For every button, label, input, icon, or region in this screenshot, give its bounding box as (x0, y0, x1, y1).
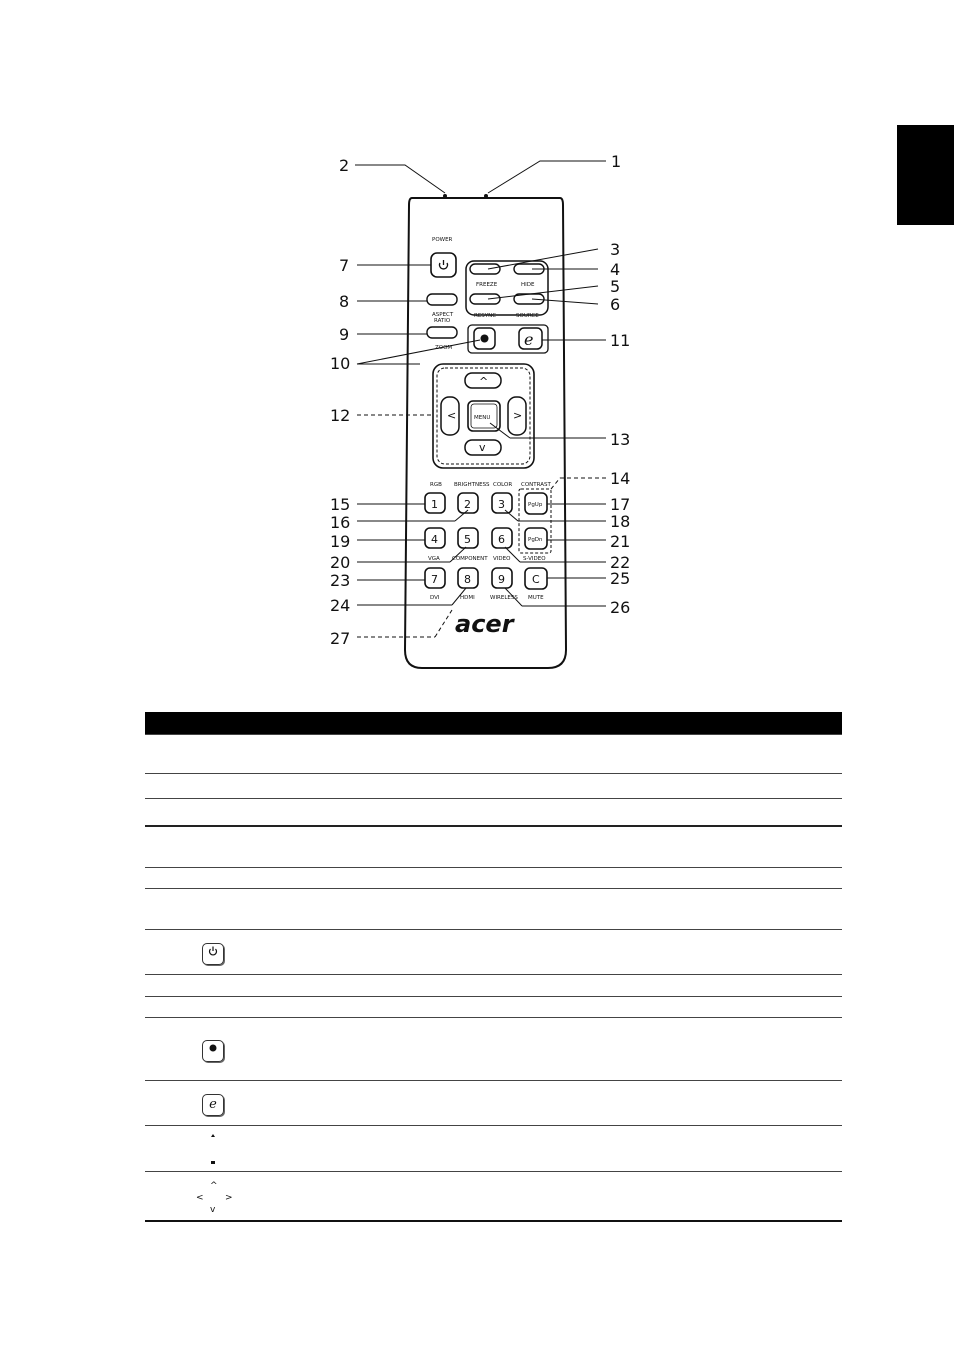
key-4: 4 (431, 533, 438, 546)
callout-25: 25 (610, 569, 631, 588)
table-cell (239, 1126, 370, 1172)
callout-27: 27 (330, 629, 351, 648)
color-label: COLOR (493, 482, 513, 488)
table-cell (370, 1081, 842, 1126)
table-cell (239, 868, 370, 889)
table-cell (239, 1172, 370, 1222)
four-direction-icon (193, 1179, 233, 1218)
pgdn-label: PgDn (528, 537, 543, 543)
power-icon (202, 943, 224, 965)
svg-text:v: v (210, 1204, 216, 1215)
hide-label: HIDE (521, 282, 535, 288)
table-cell (239, 975, 370, 997)
callout-8: 8 (339, 292, 350, 311)
callout-19: 19 (330, 532, 351, 551)
callout-3: 3 (610, 240, 621, 259)
table-cell (239, 1018, 370, 1081)
zoom-label: ZOOM (435, 345, 453, 351)
svg-text:<: < (196, 1192, 204, 1203)
callout-4: 4 (610, 260, 621, 279)
table-cell (370, 975, 842, 997)
brightness-label: BRIGHTNESS (454, 482, 490, 488)
table-cell (145, 868, 187, 889)
table-row (145, 1126, 842, 1172)
callout-7: 7 (339, 256, 350, 275)
header-cell (145, 712, 187, 735)
callout-2: 2 (339, 156, 350, 175)
callout-22: 22 (610, 553, 631, 572)
resync-label: RESYNC (474, 313, 497, 319)
table-row (145, 1018, 842, 1081)
header-cell (187, 712, 239, 735)
empowering-icon: e (202, 1094, 224, 1116)
table-cell (145, 1018, 187, 1081)
key-6: 6 (498, 533, 505, 546)
svg-text:^: ^ (210, 1180, 218, 1191)
svg-text:<: < (447, 409, 457, 422)
table-cell (370, 1126, 842, 1172)
table-cell (187, 774, 239, 799)
table-cell (145, 975, 187, 997)
key-9: 9 (498, 573, 505, 586)
svg-text:>: > (513, 409, 523, 422)
table-cell (145, 997, 187, 1018)
key-5: 5 (464, 533, 471, 546)
table-cell (187, 1172, 239, 1222)
video-label: VIDEO (493, 556, 511, 562)
source-label: SOURCE (516, 313, 539, 319)
callout-17: 17 (610, 495, 631, 514)
svg-text:v: v (479, 441, 486, 454)
table-row (145, 1172, 842, 1222)
table-cell (145, 930, 187, 975)
freeze-label: FREEZE (476, 282, 498, 288)
callout-12: 12 (330, 406, 351, 425)
component-label: COMPONENT (452, 556, 488, 562)
callout-21: 21 (610, 532, 631, 551)
keystone-icon (193, 1131, 233, 1170)
table-cell (370, 774, 842, 799)
key-7: 7 (431, 573, 438, 586)
table-cell (145, 735, 187, 774)
table-cell (145, 1126, 187, 1172)
table-cell (187, 735, 239, 774)
callout-20: 20 (330, 553, 351, 572)
callout-16: 16 (330, 513, 351, 532)
power-label: POWER (432, 237, 453, 243)
ratio-label: RATIO (434, 318, 451, 324)
table-cell (187, 997, 239, 1018)
table-cell (187, 1018, 239, 1081)
table-row (145, 930, 842, 975)
table-row (145, 774, 842, 799)
table-row (145, 975, 842, 997)
table-cell (370, 735, 842, 774)
header-cell (370, 712, 842, 735)
callout-5: 5 (610, 277, 621, 296)
table-cell (145, 889, 187, 930)
callout-9: 9 (339, 325, 350, 344)
key-c: C (532, 573, 540, 586)
table-cell (239, 1081, 370, 1126)
table-cell (187, 889, 239, 930)
aspect-label: ASPECT (432, 312, 454, 318)
callout-18: 18 (610, 512, 631, 531)
table-cell (145, 1081, 187, 1126)
table-cell (370, 799, 842, 827)
table-cell (187, 826, 239, 868)
table-cell (370, 1172, 842, 1222)
laser-icon (481, 335, 489, 343)
table-row (145, 735, 842, 774)
callout-23: 23 (330, 571, 351, 590)
svg-text:^: ^ (479, 375, 489, 388)
svg-text:>: > (225, 1192, 233, 1203)
callout-numbers (330, 152, 630, 648)
table-cell (239, 826, 370, 868)
table-cell (370, 889, 842, 930)
dvi-label: DVI (430, 595, 440, 601)
table-cell (187, 975, 239, 997)
callout-26: 26 (610, 598, 631, 617)
table-cell (239, 735, 370, 774)
table-cell (145, 799, 187, 827)
table-cell (239, 997, 370, 1018)
table-cell (187, 1126, 239, 1172)
vga-label: VGA (428, 556, 440, 562)
table-cell (370, 930, 842, 975)
table-cell (145, 826, 187, 868)
table-row (145, 868, 842, 889)
key-2: 2 (464, 498, 471, 511)
table-row (145, 826, 842, 868)
table-row (145, 997, 842, 1018)
callout-15: 15 (330, 495, 351, 514)
wireless-label: WIRELESS (490, 595, 518, 601)
callout-11: 11 (610, 331, 631, 350)
table-cell (370, 826, 842, 868)
table-cell (239, 889, 370, 930)
svideo-label: S-VIDEO (523, 556, 546, 562)
callout-1: 1 (611, 152, 622, 171)
table-cell (187, 930, 239, 975)
mute-label: MUTE (528, 595, 544, 601)
callout-13: 13 (610, 430, 631, 449)
empowering-key-icon: e (524, 330, 534, 349)
key-8: 8 (464, 573, 471, 586)
rgb-label: RGB (430, 482, 442, 488)
table-row (145, 1081, 842, 1126)
table-cell (239, 799, 370, 827)
laser-icon (202, 1040, 224, 1062)
header-cell (239, 712, 370, 735)
pgup-label: PgUp (528, 502, 543, 508)
callout-6: 6 (610, 295, 621, 314)
key-3: 3 (498, 498, 505, 511)
callout-14: 14 (610, 469, 631, 488)
table-row (145, 799, 842, 827)
callout-10: 10 (330, 354, 351, 373)
table-cell (145, 774, 187, 799)
menu-label: MENU (474, 415, 491, 421)
table-row (145, 889, 842, 930)
table-cell (370, 868, 842, 889)
function-reference-table (145, 712, 842, 1222)
acer-logo: acer (455, 610, 514, 638)
callout-24: 24 (330, 596, 351, 615)
key-1: 1 (431, 498, 438, 511)
table-cell (187, 799, 239, 827)
contrast-label: CONTRAST (521, 482, 551, 488)
table-cell (187, 868, 239, 889)
table-cell (239, 774, 370, 799)
table-cell (187, 1081, 239, 1126)
table-cell (370, 997, 842, 1018)
hdmi-label: HDMI (460, 595, 475, 601)
table-cell (370, 1018, 842, 1081)
table-cell (145, 1172, 187, 1222)
table-header-row (145, 712, 842, 735)
table-cell (239, 930, 370, 975)
